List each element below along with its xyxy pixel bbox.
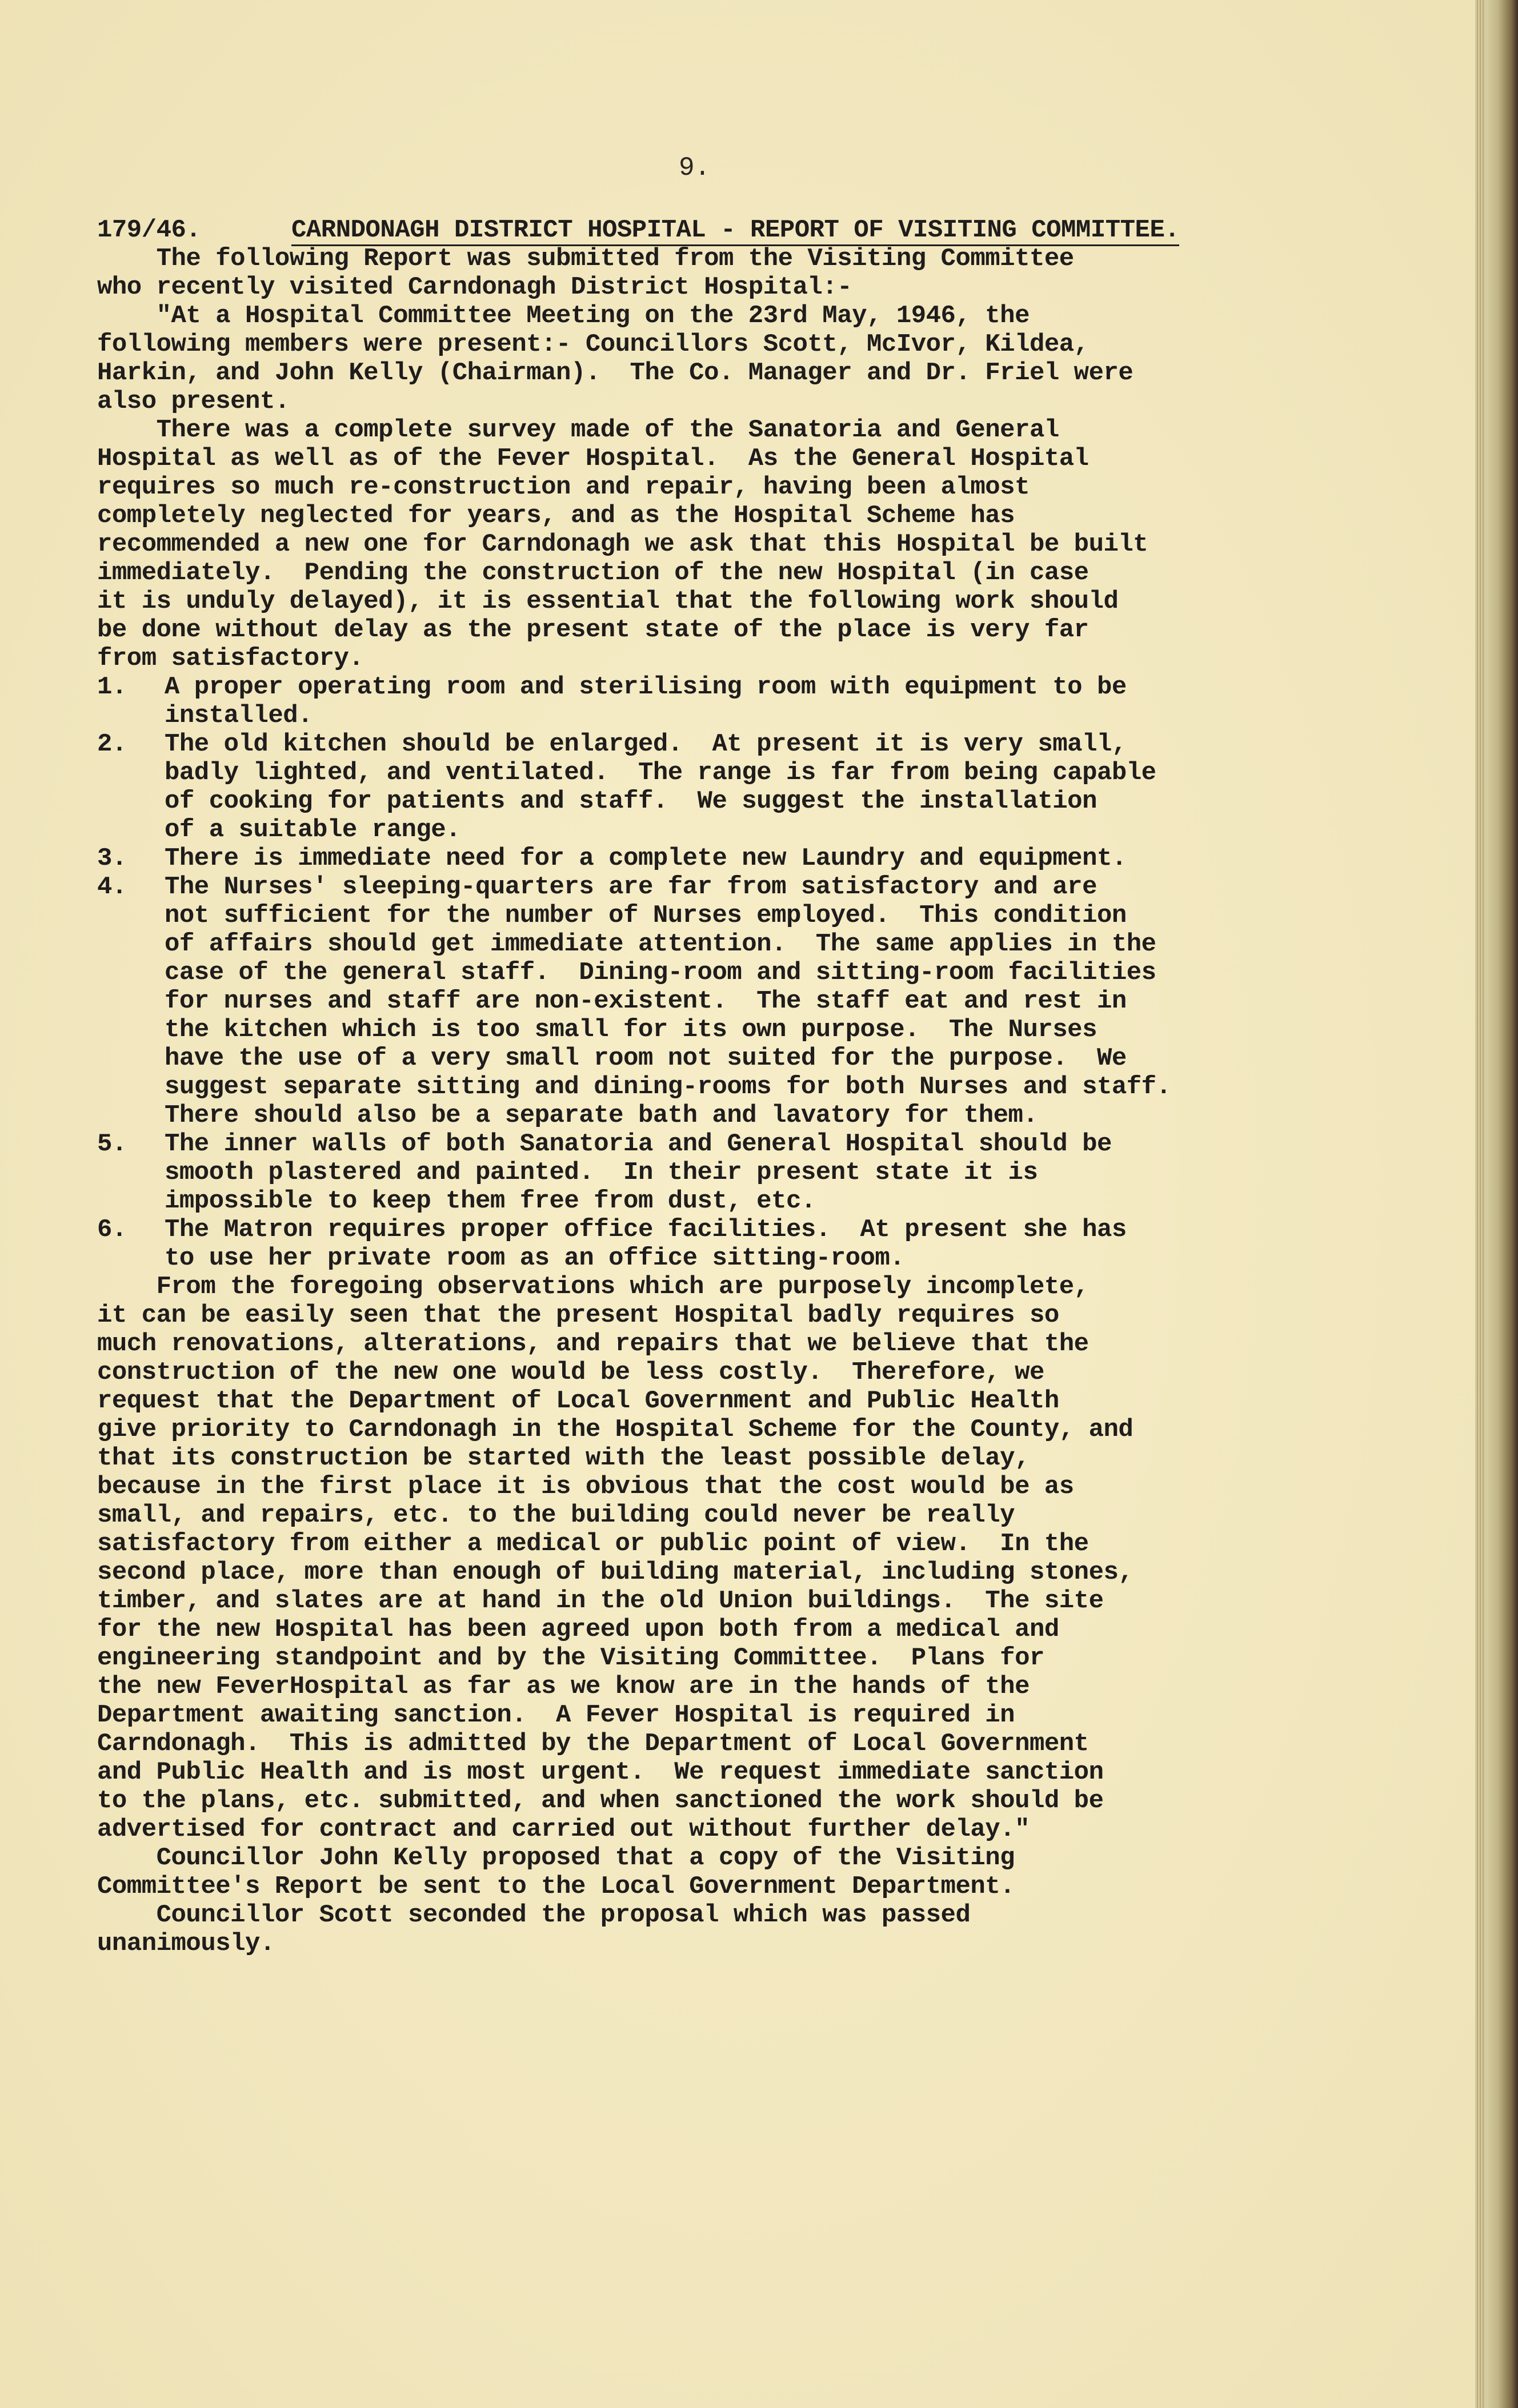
text-line: A proper operating room and sterilising room with equipment to be [165,673,1127,701]
text-line: the new FeverHospital as far as we know are in the hands of the [97,1672,1030,1701]
text-line: much renovations, alterations, and repairs that we believe that the [97,1330,1089,1358]
text-line: timber, and slates are at hand in the old Union buildings. The site [97,1587,1104,1615]
text-line: Committee's Report be sent to the Local Government Department. [97,1872,1015,1901]
list-item-number: 6. [97,1215,127,1244]
list-item-number: 5. [97,1130,127,1158]
text-line: Councillor John Kelly proposed that a copy of the Visiting [97,1844,1015,1872]
text-line: of affairs should get immediate attention. The same applies in the [165,930,1156,958]
text-line: the kitchen which is too small for its own purpose. The Nurses [165,1016,1097,1044]
text-line: recommended a new one for Carndonagh we ask that this Hospital be built [97,530,1148,559]
text-line: from satisfactory. [97,644,364,673]
text-line: suggest separate sitting and dining-rooms for both Nurses and staff. [165,1073,1171,1101]
text-line: There is immediate need for a complete new Laundry and equipment. [165,844,1127,873]
text-line: engineering standpoint and by the Visiting Committee. Plans for [97,1644,1044,1672]
minute-heading [97,216,1354,244]
minute-title: CARNDONAGH DISTRICT HOSPITAL - REPORT OF VISITING COMMITTEE. [291,216,1179,246]
list-item [97,873,1354,1130]
text-line: for nurses and staff are non-existent. The staff eat and rest in [165,987,1127,1016]
text-line: The inner walls of both Sanatoria and General Hospital should be [165,1130,1112,1158]
list-item [97,1130,1354,1215]
page-edge [1475,0,1485,2408]
page-number: 9. [679,153,711,183]
text-line: "At a Hospital Committee Meeting on the 23rd May, 1946, the [97,302,1030,330]
text-line: Carndonagh. This is admitted by the Department of Local Government [97,1729,1089,1758]
text-line: There should also be a separate bath and lavatory for them. [165,1101,1038,1130]
text-line: The Nurses' sleeping-quarters are far from satisfactory and are [165,873,1097,901]
text-line: completely neglected for years, and as the Hospital Scheme has [97,501,1015,530]
text-line: give priority to Carndonagh in the Hospital Scheme for the County, and [97,1415,1134,1444]
text-line: because in the first place it is obvious that the cost would be as [97,1472,1074,1501]
text-line: Department awaiting sanction. A Fever Hospital is required in [97,1701,1015,1729]
text-line: Harkin, and John Kelly (Chairman). The Co. Manager and Dr. Friel were [97,359,1134,387]
text-line: for the new Hospital has been agreed upon both from a medical and [97,1615,1059,1644]
text-line: have the use of a very small room not suited for the purpose. We [165,1044,1127,1073]
text-line: The following Report was submitted from the Visiting Committee [97,244,1074,273]
text-line: construction of the new one would be less costly. Therefore, we [97,1358,1044,1387]
list-item [97,844,1354,873]
text-line: From the foregoing observations which are purposely incomplete, [97,1273,1089,1301]
text-line: smooth plastered and painted. In their present state it is [165,1158,1038,1187]
list-item-number: 3. [97,844,127,873]
text-line: immediately. Pending the construction of the new Hospital (in case [97,559,1089,587]
text-line: that its construction be started with the least possible delay, [97,1444,1030,1472]
text-line: it can be easily seen that the present Hospital badly requires so [97,1301,1059,1330]
text-line: request that the Department of Local Government and Public Health [97,1387,1059,1415]
text-line: to the plans, etc. submitted, and when sanctioned the work should be [97,1787,1104,1815]
text-line: and Public Health and is most urgent. We request immediate sanction [97,1758,1104,1787]
text-line: also present. [97,387,290,416]
text-line: be done without delay as the present state of the place is very far [97,616,1089,644]
list-item-body [165,873,1354,1130]
report-closing [97,1273,1354,1958]
text-line: Hospital as well as of the Fever Hospital. As the General Hospital [97,444,1089,473]
list-item [97,673,1354,730]
list-item-body [165,673,1354,730]
list-item-body [165,730,1354,844]
text-line: The old kitchen should be enlarged. At present it is very small, [165,730,1127,758]
minutes-text [97,216,1354,1958]
minute-number: 179/46. [97,216,201,244]
text-line: badly lighted, and ventilated. The range is far from being capable [165,758,1156,787]
list-item-number: 4. [97,873,127,901]
list-item [97,1215,1354,1273]
text-line: The Matron requires proper office facilities. At present she has [165,1215,1127,1244]
list-item [97,730,1354,844]
list-item-number: 2. [97,730,127,758]
text-line: Councillor Scott seconded the proposal which was passed [97,1901,971,1929]
text-line: advertised for contract and carried out without further delay." [97,1815,1030,1844]
text-line: satisfactory from either a medical or public point of view. In the [97,1530,1089,1558]
text-line: case of the general staff. Dining-room and sitting-room facilities [165,958,1156,987]
text-line: second place, more than enough of building material, including stones, [97,1558,1134,1587]
text-line: of a suitable range. [165,816,461,844]
text-line: installed. [165,701,313,730]
text-line: impossible to keep them free from dust, etc. [165,1187,816,1215]
text-line: There was a complete survey made of the Sanatoria and General [97,416,1059,444]
text-line: unanimously. [97,1929,275,1958]
work-list [97,673,1354,1273]
text-line: not sufficient for the number of Nurses employed. This condition [165,901,1127,930]
text-line: to use her private room as an office sitting-room. [165,1244,905,1273]
report-intro [97,244,1354,673]
list-item-body [165,844,1354,873]
text-line: of cooking for patients and staff. We suggest the installation [165,787,1097,816]
list-item-number: 1. [97,673,127,701]
list-item-body [165,1130,1354,1215]
list-item-body [165,1215,1354,1273]
text-line: who recently visited Carndonagh District Hospital:- [97,273,852,302]
text-line: it is unduly delayed), it is essential that the following work should [97,587,1119,616]
text-line: requires so much re-construction and repair, having been almost [97,473,1030,501]
text-line: small, and repairs, etc. to the building could never be really [97,1501,1015,1530]
book-binding-edge [1485,0,1518,2408]
text-line: following members were present:- Councillors Scott, McIvor, Kildea, [97,330,1089,359]
